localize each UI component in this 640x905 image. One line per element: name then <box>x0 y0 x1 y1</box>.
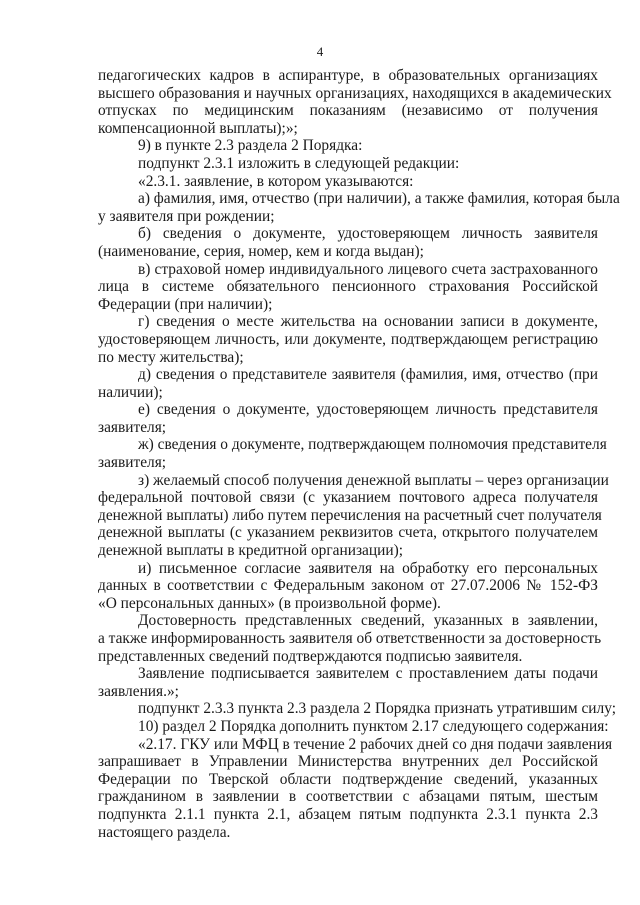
paragraph <box>98 137 598 155</box>
paragraph <box>98 665 598 700</box>
text-line: денежной выплаты) либо путем перечисления на расчетный счет получателя <box>98 506 602 524</box>
text-line: а также информированность заявителя об ответственности за достоверность <box>98 630 602 647</box>
paragraph <box>98 225 598 260</box>
text-line: и) письменное согласие заявителя на обработку его персональных <box>138 559 598 577</box>
text-line: наличии); <box>98 383 163 401</box>
paragraph <box>98 560 598 613</box>
paragraph <box>98 700 616 718</box>
document-body <box>98 67 620 841</box>
text-line: 9) в пункте 2.3 раздела 2 Порядка: <box>138 137 363 155</box>
text-line: подпункта 2.1.1 пункта 2.1, абзацем пятым подпункта 2.3.1 пункта 2.3 <box>98 805 598 823</box>
paragraph <box>98 155 598 173</box>
text-line: подпункт 2.3.1 изложить в следующей редакции: <box>138 154 460 172</box>
text-line: заявления.»; <box>98 682 179 700</box>
text-line: Федерации (при наличии); <box>98 295 273 313</box>
text-line: 10) раздел 2 Порядка дополнить пунктом 2.17 следующего содержания: <box>138 717 609 735</box>
paragraph <box>98 401 598 436</box>
text-line: Федерации по Тверской области подтверждение сведений, указанных <box>98 770 598 788</box>
paragraph <box>98 173 598 191</box>
text-line: педагогических кадров в аспирантуре, в образовательных организациях <box>98 67 598 84</box>
text-line: лица в системе обязательного пенсионного страхования Российской <box>98 278 598 296</box>
text-line: отпусках по медицинским показаниям (независимо от получения <box>98 102 598 120</box>
text-line: данных в соответствии с Федеральным законом от 27.07.2006 № 152-ФЗ <box>98 577 598 595</box>
text-line: «О персональных данных» (в произвольной форме). <box>98 594 441 612</box>
text-line: в) страховой номер индивидуального лицевого счета застрахованного <box>138 260 598 278</box>
text-line: настоящего раздела. <box>98 823 231 841</box>
text-line: по месту жительства); <box>98 348 244 366</box>
text-line: а) фамилия, имя, отчество (при наличии), а также фамилия, которая была <box>138 190 620 208</box>
text-line: запрашивает в Управлении Министерства внутренних дел Российской <box>98 753 598 771</box>
text-line: гражданином в заявлении в соответствии с абзацами пятым, шестым <box>98 788 598 806</box>
text-line: (наименование, серия, номер, кем и когда выдан); <box>98 242 424 260</box>
text-line: подпункт 2.3.3 пункта 2.3 раздела 2 Порядка признать утратившим силу; <box>138 700 616 718</box>
text-line: высшего образования и научных организациях, находящихся в академических <box>98 84 612 102</box>
text-line: д) сведения о представителе заявителя (фамилия, имя, отчество (при <box>138 366 598 384</box>
text-line: ж) сведения о документе, подтверждающем полномочия представителя <box>138 436 607 454</box>
text-line: удостоверяющем личность, или документе, подтверждающем регистрацию <box>98 330 598 348</box>
text-line: «2.3.1. заявление, в котором указываются: <box>138 172 414 190</box>
text-line: заявителя; <box>98 418 167 436</box>
paragraph <box>98 436 607 472</box>
paragraph <box>98 471 609 560</box>
paragraph <box>98 735 613 842</box>
text-line: компенсационной выплаты);»; <box>98 119 298 137</box>
text-line: денежной выплаты (с указанием реквизитов счета, открытого получателем <box>98 524 598 542</box>
paragraph <box>98 190 620 225</box>
text-line: заявителя; <box>98 454 167 472</box>
paragraph <box>98 612 602 665</box>
text-line: денежной выплаты в кредитной организации); <box>98 542 404 560</box>
paragraph <box>98 261 598 314</box>
text-line: Достоверность представленных сведений, указанных в заявлении, <box>138 612 598 630</box>
page-number: 4 <box>316 44 324 59</box>
text-line: е) сведения о документе, удостоверяющем личность представителя <box>138 401 598 419</box>
paragraph <box>98 67 612 137</box>
text-line: б) сведения о документе, удостоверяющем личность заявителя <box>138 225 598 243</box>
paragraph <box>98 313 598 366</box>
text-line: представленных сведений подтверждаются подписью заявителя. <box>98 647 523 665</box>
text-line: «2.17. ГКУ или МФЦ в течение 2 рабочих дней со дня подачи заявления <box>138 735 613 753</box>
text-line: федеральной почтовой связи (с указанием почтового адреса получателя <box>98 489 598 507</box>
text-line: Заявление подписывается заявителем с проставлением даты подачи <box>138 665 598 683</box>
text-line: г) сведения о месте жительства на основании записи в документе, <box>138 313 598 331</box>
paragraph <box>98 366 598 401</box>
paragraph <box>98 717 609 736</box>
text-line: у заявителя при рождении; <box>98 207 275 225</box>
text-line: з) желаемый способ получения денежной выплаты – через организации <box>138 471 609 489</box>
